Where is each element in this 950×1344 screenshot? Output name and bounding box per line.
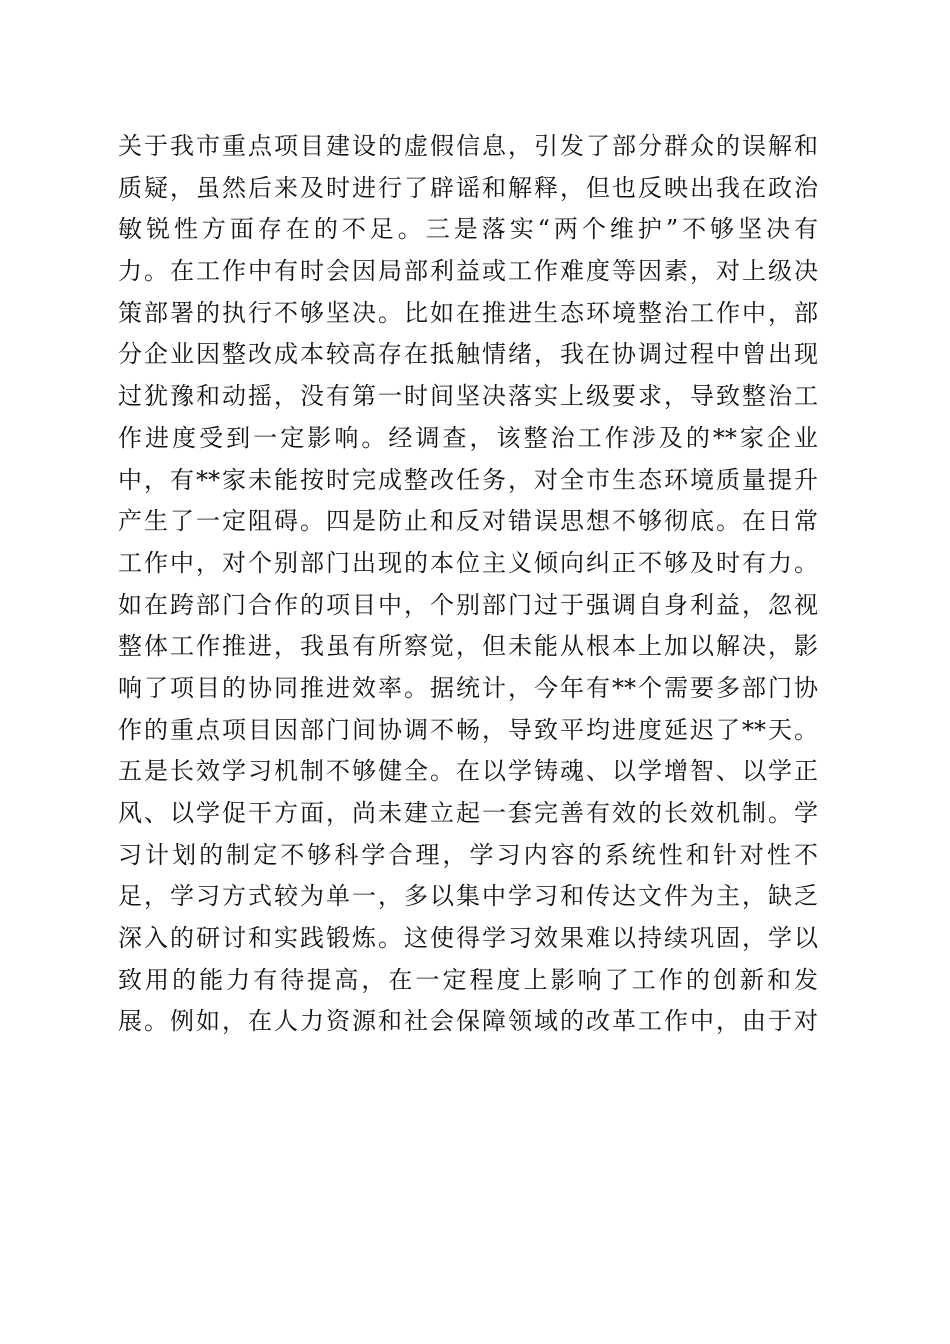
text-line: 响了项目的协同推进效率。据统计，今年有**个需要多部门协 [118, 673, 818, 702]
text-line: 工作中，对个别部门出现的本位主义倾向纠正不够及时有力。 [118, 548, 818, 577]
text-line: 过犹豫和动摇，没有第一时间坚决落实上级要求，导致整治工 [118, 382, 818, 411]
text-line: 风、以学促干方面，尚未建立起一套完善有效的长效机制。学 [118, 799, 818, 827]
text-line: 深入的研讨和实践锻炼。这使得学习效果难以持续巩固，学以 [118, 924, 818, 953]
text-line: 展。例如，在人力资源和社会保障领域的改革工作中，由于对 [118, 1007, 818, 1036]
text-line: 如在跨部门合作的项目中，个别部门过于强调自身利益，忽视 [118, 590, 818, 619]
body-text [118, 128, 818, 1045]
text-line: 质疑，虽然后来及时进行了辟谣和解释，但也反映出我在政治 [118, 173, 818, 202]
text-line: 习计划的制定不够科学合理，学习内容的系统性和针对性不 [118, 840, 818, 869]
text-line: 力。在工作中有时会因局部利益或工作难度等因素，对上级决 [118, 257, 818, 286]
text-line: 中，有**家未能按时完成整改任务，对全市生态环境质量提升 [118, 465, 818, 494]
text-line: 五是长效学习机制不够健全。在以学铸魂、以学增智、以学正 [118, 757, 818, 786]
text-line: 致用的能力有待提高，在一定程度上影响了工作的创新和发 [118, 965, 818, 994]
text-line: 分企业因整改成本较高存在抵触情绪，我在协调过程中曾出现 [118, 340, 818, 369]
text-line: 作的重点项目因部门间协调不畅，导致平均进度延迟了**天。 [118, 715, 818, 744]
text-line: 策部署的执行不够坚决。比如在推进生态环境整治工作中，部 [118, 298, 818, 327]
text-line: 敏锐性方面存在的不足。三是落实“两个维护”不够坚决有 [118, 215, 818, 244]
text-line: 产生了一定阻碍。四是防止和反对错误思想不够彻底。在日常 [118, 507, 818, 536]
text-line: 足，学习方式较为单一，多以集中学习和传达文件为主，缺乏 [118, 882, 818, 911]
text-line: 关于我市重点项目建设的虚假信息，引发了部分群众的误解和 [118, 132, 818, 160]
text-line: 作进度受到一定影响。经调查，该整治工作涉及的**家企业 [118, 423, 818, 452]
text-line: 整体工作推进，我虽有所察觉，但未能从根本上加以解决，影 [118, 632, 818, 661]
